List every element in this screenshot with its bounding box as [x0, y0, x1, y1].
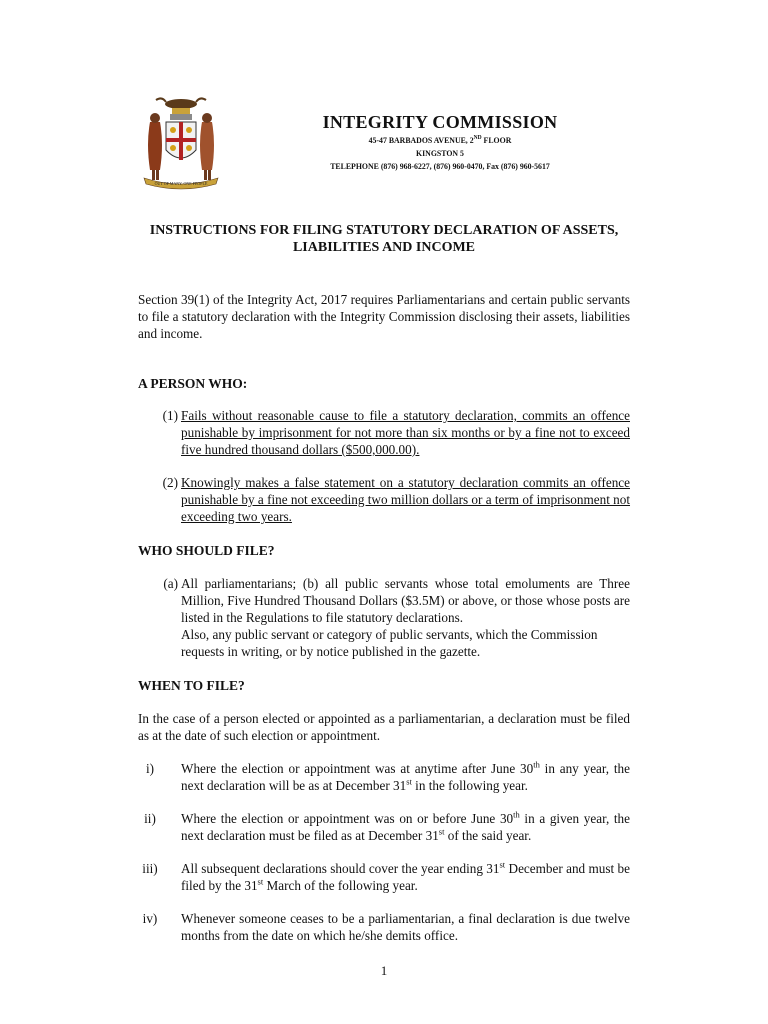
- when-item: iv) Whenever someone ceases to be a parliamentarian, a final declaration is due twelve months from the date on which he/she demits office.: [142, 911, 630, 943]
- when-item: i) Where the election or appointment was at anytime after June 30th in any year, the next declaration will be as at December 31st in the following year.: [145, 759, 631, 793]
- svg-text:OUT OF MANY, ONE PEOPLE: OUT OF MANY, ONE PEOPLE: [154, 181, 208, 186]
- coat-of-arms-logo: [136, 94, 226, 190]
- org-name: INTEGRITY COMMISSION: [322, 112, 558, 132]
- penalty-item: (1) Fails without reasonable cause to file a statutory declaration, commits an offence punishable by imprisonment for not more than six months or by a fine not to exceed five hundred thousand dollars ($500,000.00).: [162, 408, 630, 457]
- section-heading-person: A PERSON WHO:: [138, 376, 248, 391]
- section-heading-when: WHEN TO FILE?: [138, 678, 245, 693]
- when-item: iii) All subsequent declarations should cover the year ending 31st December and must be filed by the 31st March of the following year.: [142, 859, 630, 893]
- penalty-item: (2) Knowingly makes a false statement on a statutory declaration commits an offence punishable by a fine not exceeding two million dollars or a term of imprisonment not exceeding two years.: [162, 475, 631, 524]
- letterhead: [290, 110, 590, 173]
- page-number: 1: [380, 963, 388, 978]
- section-heading-who: WHO SHOULD FILE?: [138, 543, 275, 558]
- when-intro-paragraph: In the case of a person elected or appointed as a parliamentarian, a declaration must be filed as at the date of such election or appointment.: [138, 711, 630, 743]
- address-line-1: 45-47 BARBADOS AVENUE, 2ND FLOOR: [368, 135, 512, 145]
- who-item: (a) All parliamentarians; (b) all public servants whose total emoluments are Three Million, Five Hundred Thousand Dollars ($3.5M) or above, or those whose posts are listed in the Regulations to file statutory declarations. Also, any public servant or category of public servants, which the Commission requests in writing, or by notice published in the gazette.: [163, 576, 630, 659]
- document-title: INSTRUCTIONS FOR FILING STATUTORY DECLARATION OF ASSETS, LIABILITIES AND INCOME: [149, 223, 619, 255]
- telephone-line: TELEPHONE (876) 968-6227, (876) 960-0470, Fax (876) 960-5617: [330, 161, 550, 171]
- when-item: ii) Where the election or appointment was on or before June 30th in a given year, the next declaration must be filed as at December 31st of the said year.: [144, 809, 631, 843]
- intro-paragraph: Section 39(1) of the Integrity Act, 2017 requires Parliamentarians and certain public servants to file a statutory declaration with the Integrity Commission disclosing their assets, liabilities and income.: [138, 292, 630, 341]
- address-line-2: KINGSTON 5: [416, 148, 464, 158]
